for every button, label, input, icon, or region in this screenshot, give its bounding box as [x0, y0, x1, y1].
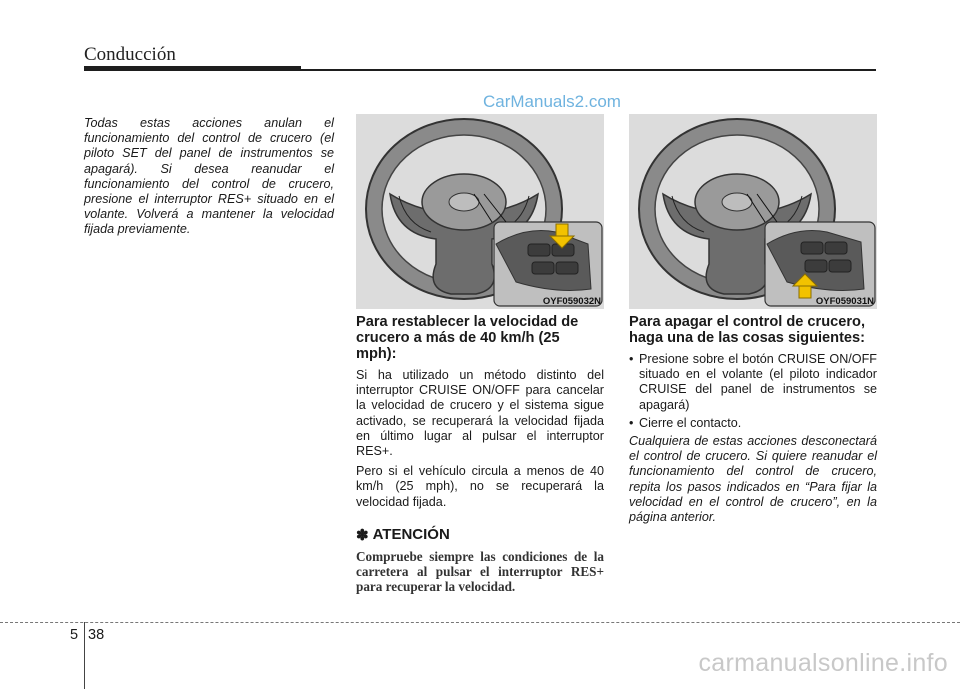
list-item-text: Presione sobre el botón CRUISE ON/OFF situado en el volante (el piloto indicador CRUISE del panel de instrumentos se apagará): [639, 352, 877, 412]
list-item: [629, 352, 877, 413]
list-item-text: Cierre el contacto.: [639, 415, 742, 430]
asterisk-icon: ✽: [356, 526, 369, 544]
footer-vertical-rule: [84, 622, 85, 689]
steering-wheel-illustration: [629, 114, 877, 309]
right-column: [629, 314, 877, 525]
section-heading-turn-off: Para apagar el control de crucero, haga una de las cosas siguientes:: [629, 314, 866, 346]
paragraph: Si ha utilizado un método distinto del interruptor CRUISE ON/OFF para cancelar la velocidad de crucero y el sistema sigue activado, se recuperará la velocidad fijada en último lugar al pulsar el interruptor RES+.: [356, 368, 604, 459]
steering-wheel-figure-2: [629, 114, 877, 309]
page-header-title: Conducción: [84, 44, 176, 65]
page-number: 38: [88, 627, 105, 643]
section-heading-restore: Para restablecer la velocidad de crucero a más de 40 km/h (25 mph):: [356, 314, 579, 362]
attention-text: Compruebe siempre las condiciones de la carretera al pulsar el interruptor RES+ para recuperar la velocidad.: [356, 548, 604, 594]
note-text: Cualquiera de estas acciones desconectará el control de crucero. Si quiere reanudar el funcionamiento del control de crucero, repita los pasos indicados en “Para fijar la velocidad en el control de crucero”, en la página anterior.: [629, 434, 877, 525]
attention-title: ATENCIÓN: [372, 526, 450, 544]
paragraph: Pero si el vehículo circula a menos de 40 km/h (25 mph), no se recuperará la velocidad fijada.: [356, 464, 604, 509]
bullet-icon: •: [629, 415, 634, 430]
attention-heading: [356, 526, 604, 544]
bullet-icon: •: [629, 352, 634, 366]
steering-wheel-figure-1: [356, 114, 604, 309]
left-column-text: Todas estas acciones anulan el funcionamiento del control de crucero (el piloto SET del panel de instrumentos se apagará). Si desea reanudar el funcionamiento del control de crucero, presione el interruptor RES+ situado en el volante. Volverá a mantener la velocidad fijada previamente.: [84, 116, 334, 237]
list-item: [629, 416, 877, 431]
watermark-top: CarManuals2.com: [483, 92, 621, 111]
footer-divider: [0, 622, 960, 623]
figure-code: OYF059031N: [815, 296, 874, 307]
chapter-number: 5: [70, 627, 79, 643]
watermark-bottom: carmanualsonline.info: [698, 649, 948, 677]
header-rule-thick: [84, 66, 301, 71]
figure-code: OYF059032N: [542, 296, 601, 307]
steering-wheel-illustration: [356, 114, 604, 309]
middle-column: [356, 314, 604, 594]
header-rule-thin: [301, 69, 876, 71]
